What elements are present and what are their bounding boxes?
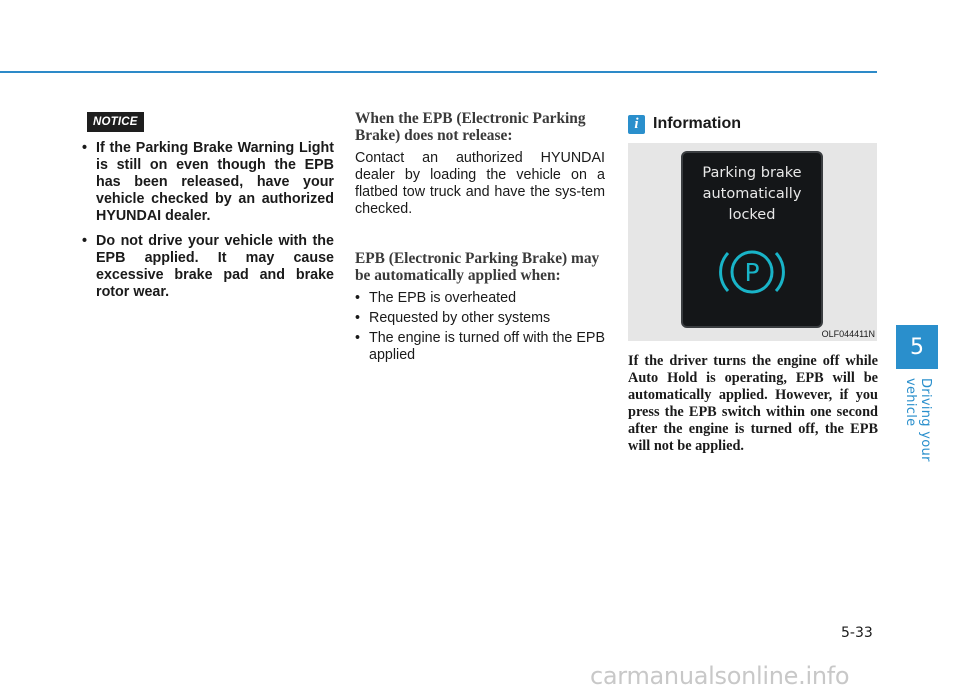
- chapter-title-vertical: [898, 378, 938, 498]
- chapter-number: 5: [910, 334, 924, 360]
- chapter-tab: [896, 325, 938, 369]
- notice-item: • Do not drive your vehicle with the EPB applied. It may cause excessive brake pad and brake rotor wear.: [82, 233, 334, 301]
- cluster-display: [681, 151, 823, 328]
- svg-text:P: P: [744, 258, 760, 287]
- notice-column: [82, 112, 334, 309]
- display-line: Parking brake: [702, 165, 802, 181]
- display-line: automatically: [702, 186, 802, 202]
- list-item: • The engine is turned off with the EPB applied: [355, 330, 605, 364]
- information-header: [628, 113, 878, 135]
- parking-brake-icon: [714, 245, 790, 299]
- cluster-figure: [628, 143, 877, 341]
- chapter-title: Driving your vehicle: [903, 378, 933, 462]
- notice-list: [82, 140, 334, 301]
- information-body: If the driver turns the engine off while Auto Hold is operating, EPB will be automatically applied. However, if you press the EPB switch within one second after the engine is turned off, the EPB will not be applied.: [628, 353, 878, 454]
- release-body: Contact an authorized HYUNDAI dealer by loading the vehicle on a flatbed tow truck and have the sys-tem checked.: [355, 150, 605, 217]
- notice-badge: NOTICE: [87, 112, 144, 132]
- information-title: Information: [653, 115, 741, 132]
- watermark: carmanualsonline.info: [590, 662, 850, 690]
- release-heading: When the EPB (Electronic Parking Brake) does not release:: [355, 110, 586, 144]
- epb-column: [355, 110, 605, 367]
- page-number: 5-33: [841, 625, 873, 641]
- display-message: [683, 163, 821, 226]
- notice-item: • If the Parking Brake Warning Light is still on even though the EPB has been released, have your vehicle checked by an authorized HYUNDAI dealer.: [82, 140, 334, 225]
- information-column: [628, 113, 878, 455]
- display-line: locked: [728, 207, 776, 223]
- figure-code: OLF044411N: [821, 329, 875, 339]
- list-item: • The EPB is overheated: [355, 290, 605, 307]
- auto-apply-heading: EPB (Electronic Parking Brake) may be automatically applied when:: [355, 250, 600, 284]
- list-item: • Requested by other systems: [355, 310, 605, 327]
- auto-apply-list: [355, 290, 605, 364]
- info-icon: i: [628, 115, 645, 134]
- header-rule: [0, 71, 877, 73]
